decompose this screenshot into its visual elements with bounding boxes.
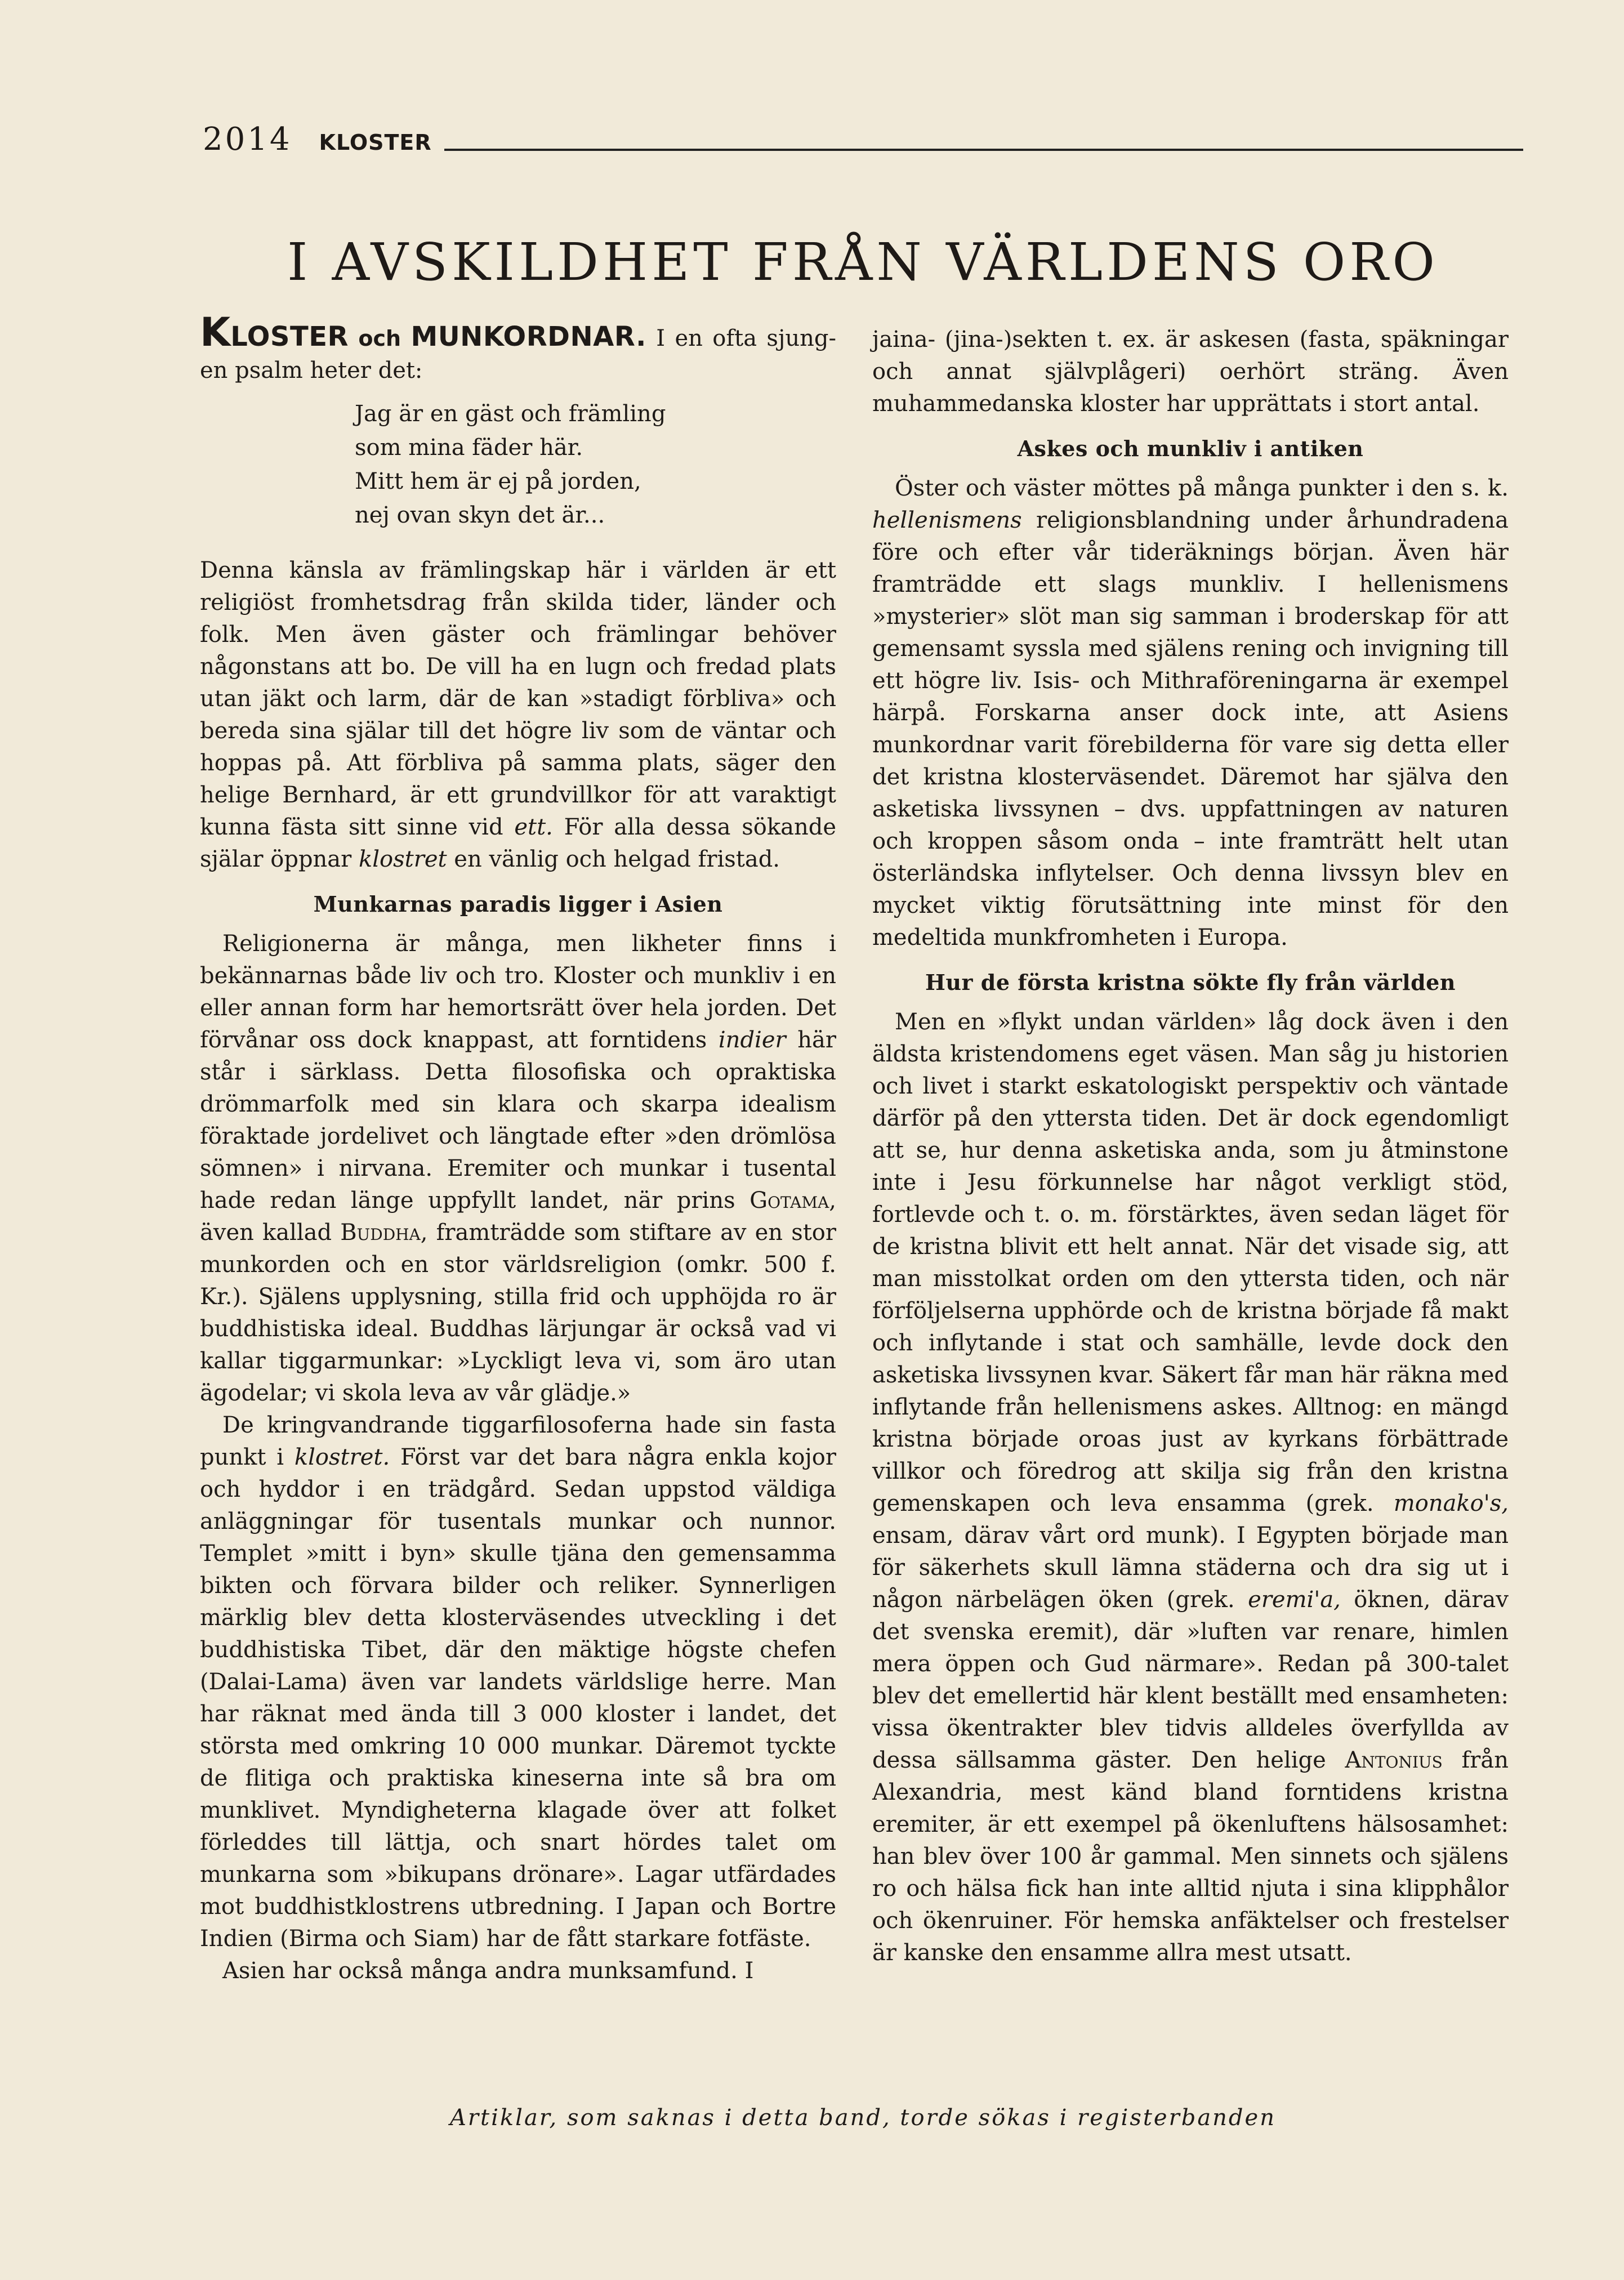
article-title: I AVSKILDHET FRÅN VÄRLDENS ORO: [287, 232, 1439, 292]
poem-line: nej ovan skyn det är...: [355, 502, 605, 528]
paragraph: Men en »flykt undan världen» låg dock även i den äldsta kristendomens eget väsen. Man såg ju historien och livet i starkt eskatologiskt perspektiv och väntade därför på den yttersta tiden. Det är dock egendomligt att se, hur denna asketiska anda, som ju åtminstone inte i Jesu förkunnelse har något verkligt stöd, fortlevde och t. o. m. förstärktes, även sedan läget för de kristna blivit ett helt annat. När det visade sig, att man misstolkat orden om den yttersta tiden, och när förföljelserna upphörde och de kristna började få makt och inflytande i stat och samhälle, levde dock den asketiska livssynen kvar. Säkert får man här räkna med inflytande från hellenismens askes. Alltnog: en mängd kristna började oroas just av kyrkans förbättrade villkor och föredrog att skilja sig från den kristna gemenskapen och leva ensamma (grek. monako's, ensam, därav vårt ord munk). I Egypten började man för säkerhets skull lämna städerna och dra sig ut i någon närbelägen öken (grek. eremi'a, öknen, därav det svenska eremit), där »luften var renare, himlen mera öppen och Gud närmare». Redan på 300-talet blev det emellertid här klent beställt med ensamheten: vissa ökentrakter blev tidvis alldeles överfyllda av dessa sällsamma gäster. Den helige Antonius från Alexandria, mest känd bland forntidens kristna eremiter, är ett exempel på ökenluftens hälsosamhet: han blev över 100 år gammal. Men sinnets och själens ro och hälsa fick han inte alltid njuta i sina klipphålor och ökenruiner. För hemska anfäktelser och frestelser är kanske den ensamme allra mest utsatt.: [872, 1009, 1509, 1966]
lead-heading-2: MUNKORDNAR.: [411, 321, 646, 353]
page-header: [203, 116, 1523, 158]
left-column: [200, 309, 837, 1987]
paragraph: jaina- (jina-)sekten t. ex. är askesen (fasta, späkningar och annat självplågeri) oerhört sträng. Även muhammedanska kloster har upprättats i stort antal.: [872, 327, 1509, 417]
lead-initial: K: [200, 309, 231, 355]
header-rule: [444, 149, 1523, 151]
poem-line: som mina fäder här.: [355, 435, 583, 461]
paragraph: Öster och väster möttes på många punkter i den s. k. hellenismens religionsblandning under århundradena före och efter vår tideräknings början. Även här framträdde ett slags munkliv. I hellenismens »mysterier» slöt man sig samman i broderskap för att gemensamt syssla med själens rening och invigning till ett högre liv. Isis- och Mithraföreningarna är exempel härpå. Forskarna anser dock inte, att Asiens munkordnar varit förebilderna för vare sig detta eller det kristna klosterväsendet. Däremot har själva den asketiska livssynen – dvs. uppfattningen av naturen och kroppen såsom onda – inte framträtt helt utan österländska inflytelser. Och denna livssyn blev en mycket viktig förutsättning inte minst för den medeltida munkfromheten i Europa.: [872, 475, 1509, 951]
psalm-quote: [355, 397, 836, 532]
section-heading: Munkarnas paradis ligger i Asien: [313, 891, 723, 917]
right-column: [872, 324, 1509, 1969]
section-heading: Askes och munkliv i antiken: [1017, 436, 1364, 461]
paragraph: Asien har också många andra munksamfund. I: [222, 1958, 754, 1984]
lead-text: I en ofta sjung-en psalm heter det:: [200, 325, 837, 383]
running-title: KLOSTER: [319, 130, 432, 155]
paragraph: De kringvandrande tiggarfilosoferna hade sin fasta punkt i klostret. Först var det bara några enkla kojor och hyddor i en trädgård. Sedan uppstod väldiga anläggningar för tusentals munkar och nunnor. Templet »mitt i byn» skulle tjäna den gemensamma bikten och förvara bilder och reliker. Synnerligen märklig blev detta klosterväsendes utveckling i det buddhistiska Tibet, där den mäktige högste chefen (Dalai-Lama) även var landets världslige herre. Man har räknat med ända till 3 000 kloster i landet, det största med omkring 10 000 munkar. Däremot tyckte de flitiga och praktiska kineserna inte så bra om munklivet. Myndigheterna klagade över att folket förleddes till lättja, och snart hördes talet om munkarna som »bikupans drönare». Lagar utfärdades mot buddhistklostrens utbredning. I Japan och Bortre Indien (Birma och Siam) har de fått starkare fotfäste.: [200, 1412, 837, 1952]
lead-heading-1: LOSTER: [230, 321, 349, 353]
lead-paragraph: [200, 309, 837, 387]
section-heading: Hur de första kristna sökte fly från världen: [925, 970, 1456, 995]
page-number: 2014: [203, 121, 292, 158]
paragraph: Religionerna är många, men likheter finns i bekännarnas både liv och tro. Kloster och munkliv i en eller annan form har hemortsrätt över hela jorden. Det förvånar oss dock knappast, att forntidens indier här står i särklass. Detta filosofiska och opraktiska drömmarfolk med sin klara och skarpa idealism föraktade jordelivet och längtade efter »den drömlösa sömnen» i nirvana. Eremiter och munkar i tusental hade redan länge uppfyllt landet, när prins Gotama, även kallad Buddha, framträdde som stiftare av en stor munkorden och en stor världsreligion (omkr. 500 f. Kr.). Själens upplysning, stilla frid och upphöjda ro är buddhistiska ideal. Buddhas lärjungar är också vad vi kallar tiggarmunkar: »Lyckligt leva vi, som äro utan ägodelar; vi skola leva av vår glädje.»: [200, 931, 837, 1406]
lead-och: och: [358, 326, 401, 351]
paragraph: Denna känsla av främlingskap här i världen är ett religiöst fromhetsdrag från skilda tider, länder och folk. Men även gäster och främlingar behöver någonstans att bo. De vill ha en lugn och fredad plats utan jäkt och larm, där de kan »stadigt förbliva» och bereda sina själar till det högre liv som de väntar och hoppas på. Att förbliva på samma plats, säger den helige Bernhard, är ett grundvillkor för att varaktigt kunna fästa sitt sinne vid ett. För alla dessa sökande själar öppnar klostret en vänlig och helgad fristad.: [200, 557, 836, 872]
poem-line: Mitt hem är ej på jorden,: [355, 469, 641, 494]
footer-note: Artiklar, som saknas i detta band, torde sökas i registerbanden: [450, 2105, 1276, 2131]
poem-line: Jag är en gäst och främling: [355, 401, 666, 427]
